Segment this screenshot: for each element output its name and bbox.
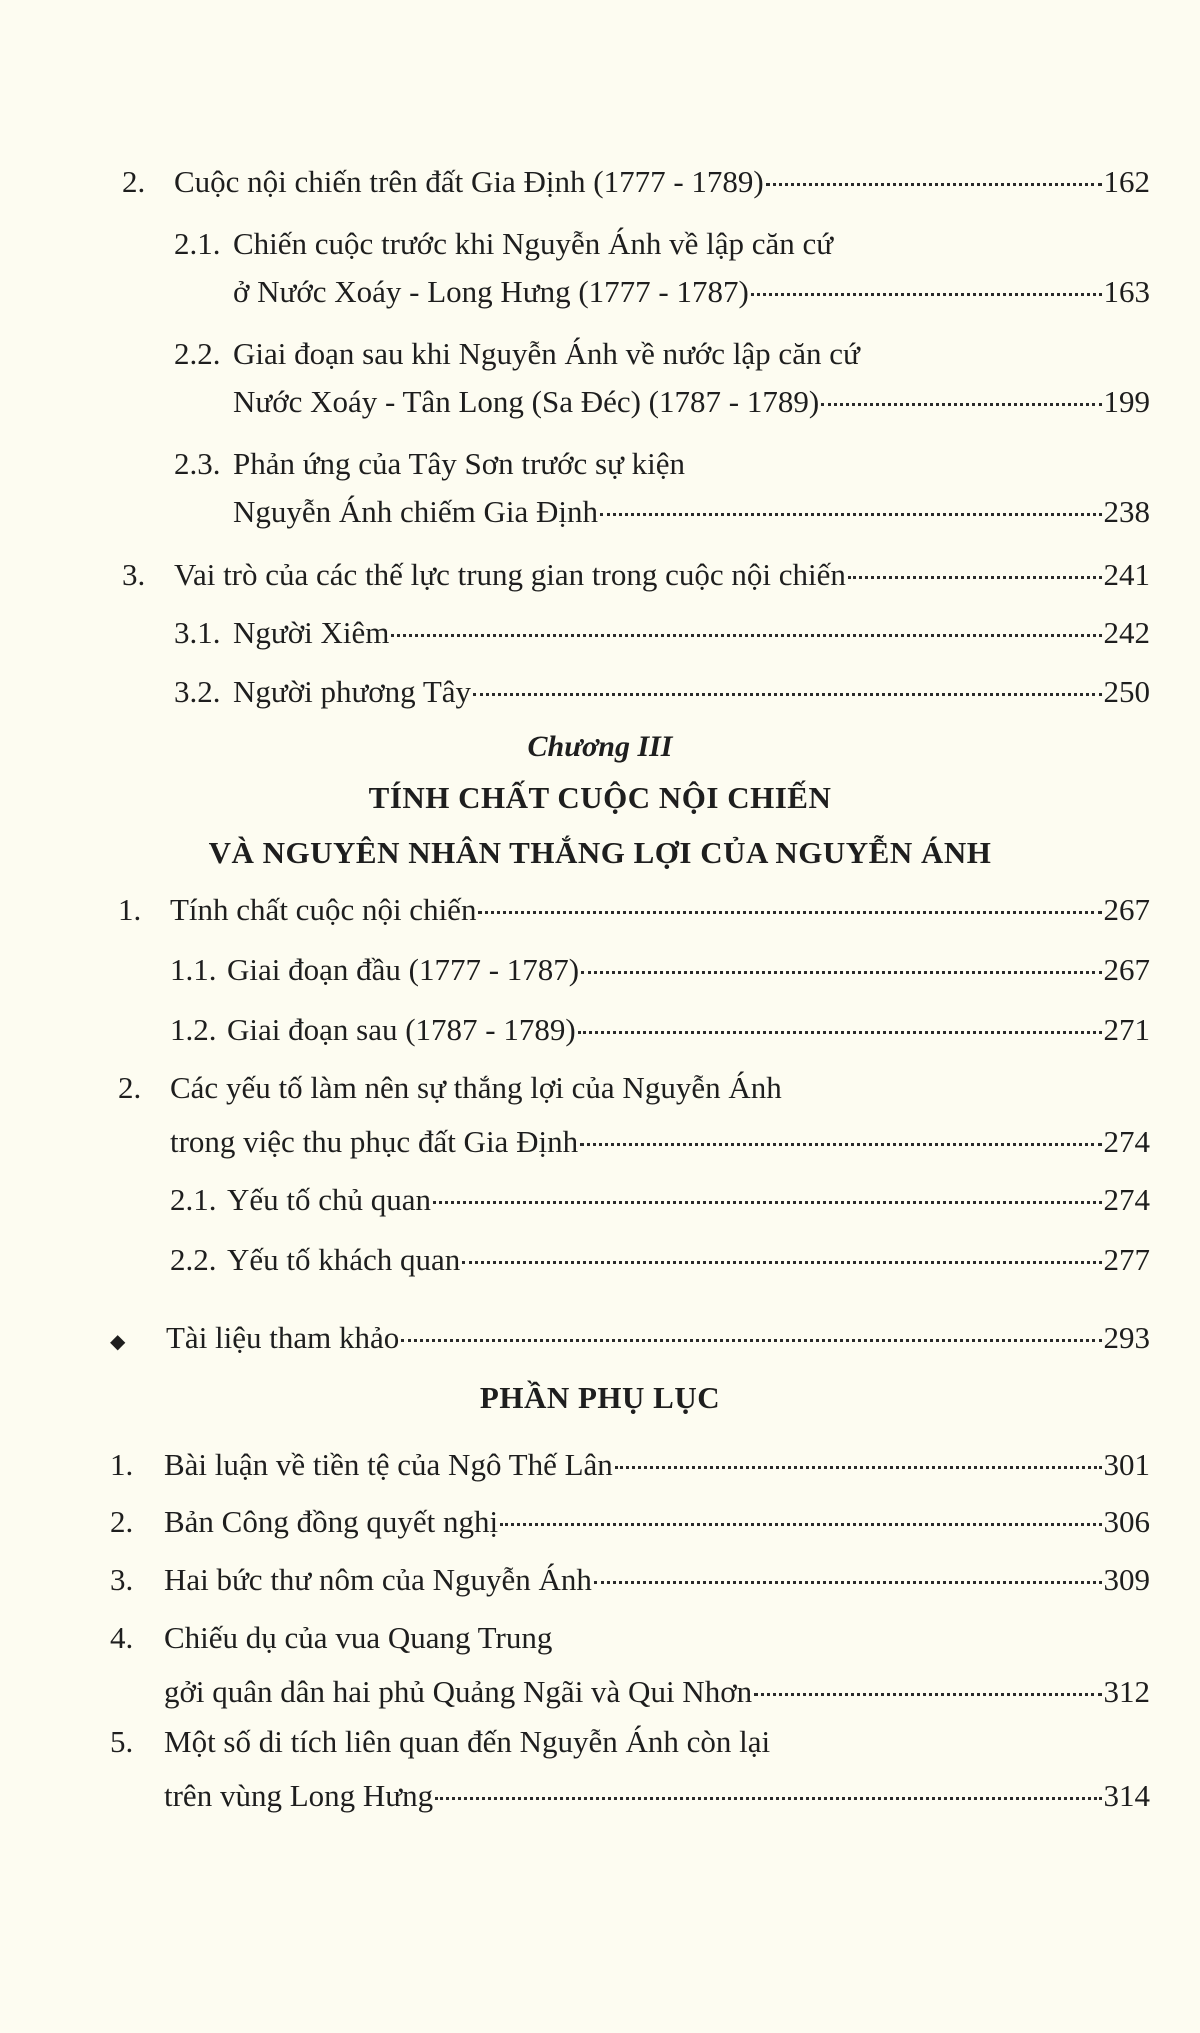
entry-row (170, 1122, 1150, 1162)
entry-title: Vai trò của các thế lực trung gian trong cuộc nội chiến (174, 557, 846, 592)
entry-title: Giai đoạn đầu (1777 - 1787) (227, 952, 580, 987)
entry-title: Bản Công đồng quyết nghị (164, 1504, 499, 1539)
entry-title: Yếu tố chủ quan (227, 1182, 432, 1217)
entry-number: 1.1. (170, 952, 217, 987)
page-number: 312 (1103, 1674, 1150, 1709)
entry-number: 2. (118, 1070, 142, 1105)
entry-title-line2: gởi quân dân hai phủ Quảng Ngãi và Qui Nhơn (164, 1674, 753, 1709)
entry-row (233, 492, 1150, 532)
leader-dots (615, 1466, 1102, 1469)
entry-title-line1: Chiến cuộc trước khi Nguyễn Ánh về lập căn cứ (233, 226, 834, 261)
entry-title-line1: Phản ứng của Tây Sơn trước sự kiện (233, 446, 685, 481)
chapter-label: Chương III (527, 730, 673, 763)
entry-number: 3.2. (174, 674, 221, 709)
entry-title: Yếu tố khách quan (227, 1242, 461, 1277)
entry-number: 1. (118, 892, 142, 927)
page-number: 250 (1103, 674, 1150, 709)
page-number: 163 (1103, 274, 1150, 309)
diamond-bullet-icon: ◆ (110, 1331, 126, 1353)
leader-dots (391, 634, 1101, 637)
chapter-title-line2: VÀ NGUYÊN NHÂN THẮNG LỢI CỦA NGUYỄN ÁNH (208, 835, 992, 870)
page-number: 274 (1103, 1182, 1150, 1217)
page-number: 162 (1103, 164, 1150, 199)
entry-title-line1: Một số di tích liên quan đến Nguyễn Ánh còn lại (164, 1724, 771, 1759)
entry-title-line2: trên vùng Long Hưng (164, 1778, 434, 1813)
leader-dots (578, 1031, 1102, 1034)
entry-title: Hai bức thư nôm của Nguyễn Ánh (164, 1562, 592, 1597)
entry-title-line2: trong việc thu phục đất Gia Định (170, 1124, 579, 1159)
entry-number: 5. (110, 1724, 134, 1759)
leader-dots (500, 1523, 1101, 1526)
page-number: 293 (1103, 1320, 1150, 1355)
leader-dots (821, 403, 1101, 406)
entry-row (164, 1445, 1150, 1485)
entry-row (164, 1560, 1150, 1600)
leader-dots (435, 1797, 1101, 1800)
page-number: 238 (1103, 494, 1150, 529)
entry-row (233, 272, 1150, 312)
entry-number: 2.1. (174, 226, 221, 261)
leader-dots (473, 693, 1101, 696)
entry-row (227, 1240, 1150, 1280)
entry-title: Cuộc nội chiến trên đất Gia Định (1777 - 1789) (174, 164, 764, 199)
page-number: 306 (1103, 1504, 1150, 1539)
leader-dots (401, 1339, 1101, 1342)
leader-dots (751, 293, 1102, 296)
entry-number: 2.2. (174, 336, 221, 371)
entry-row (227, 1010, 1150, 1050)
entry-row (233, 382, 1150, 422)
page-number: 277 (1103, 1242, 1150, 1277)
entry-title: Bài luận về tiền tệ của Ngô Thế Lân (164, 1447, 613, 1482)
entry-number: 3. (122, 557, 146, 592)
page-number: 199 (1103, 384, 1150, 419)
entry-number: 2. (122, 164, 146, 199)
entry-title-line2: ở Nước Xoáy - Long Hưng (1777 - 1787) (233, 274, 749, 309)
page-number: 274 (1103, 1124, 1150, 1159)
page-number: 271 (1103, 1012, 1150, 1047)
chapter-title-line1: TÍNH CHẤT CUỘC NỘI CHIẾN (368, 780, 832, 815)
entry-title-line1: Giai đoạn sau khi Nguyễn Ánh về nước lập căn cứ (233, 336, 860, 371)
leader-dots (766, 183, 1102, 186)
page-number: 301 (1103, 1447, 1150, 1482)
entry-row (227, 1180, 1150, 1220)
entry-row (170, 890, 1150, 930)
entry-number: 3. (110, 1562, 134, 1597)
leader-dots (581, 971, 1101, 974)
page-number: 242 (1103, 615, 1150, 650)
entry-row (164, 1502, 1150, 1542)
entry-title-line1: Chiếu dụ của vua Quang Trung (164, 1620, 553, 1655)
entry-row (174, 555, 1150, 595)
entry-title: Tính chất cuộc nội chiến (170, 892, 477, 927)
entry-number: 2.3. (174, 446, 221, 481)
entry-number: 3.1. (174, 615, 221, 650)
entry-row (164, 1672, 1150, 1712)
page-number: 314 (1103, 1778, 1150, 1813)
page-number: 267 (1103, 892, 1150, 927)
entry-title: Người phương Tây (233, 674, 472, 709)
entry-title-line1: Các yếu tố làm nên sự thắng lợi của Nguyễn Ánh (170, 1070, 782, 1105)
appendix-title: PHẦN PHỤ LỤC (479, 1380, 721, 1415)
entry-number: 1.2. (170, 1012, 217, 1047)
entry-row (233, 672, 1150, 712)
entry-number: 4. (110, 1620, 134, 1655)
entry-number: 2.1. (170, 1182, 217, 1217)
entry-title: Giai đoạn sau (1787 - 1789) (227, 1012, 576, 1047)
leader-dots (754, 1693, 1101, 1696)
leader-dots (462, 1261, 1101, 1264)
entry-row (174, 162, 1150, 202)
entry-row (166, 1318, 1150, 1358)
entry-title-line2: Nước Xoáy - Tân Long (Sa Đéc) (1787 - 1789) (233, 384, 820, 419)
entry-row (233, 613, 1150, 653)
entry-title: Người Xiêm (233, 615, 390, 650)
entry-number: 2.2. (170, 1242, 217, 1277)
leader-dots (478, 911, 1101, 914)
entry-number: 1. (110, 1447, 134, 1482)
leader-dots (848, 576, 1102, 579)
page-number: 309 (1103, 1562, 1150, 1597)
entry-row (164, 1776, 1150, 1816)
leader-dots (433, 1201, 1101, 1204)
leader-dots (594, 1581, 1102, 1584)
entry-title: Tài liệu tham khảo (166, 1320, 400, 1355)
entry-number: 2. (110, 1504, 134, 1539)
leader-dots (580, 1143, 1101, 1146)
entry-row (227, 950, 1150, 990)
page-number: 267 (1103, 952, 1150, 987)
page-number: 241 (1103, 557, 1150, 592)
leader-dots (600, 513, 1101, 516)
entry-title-line2: Nguyễn Ánh chiếm Gia Định (233, 494, 599, 529)
